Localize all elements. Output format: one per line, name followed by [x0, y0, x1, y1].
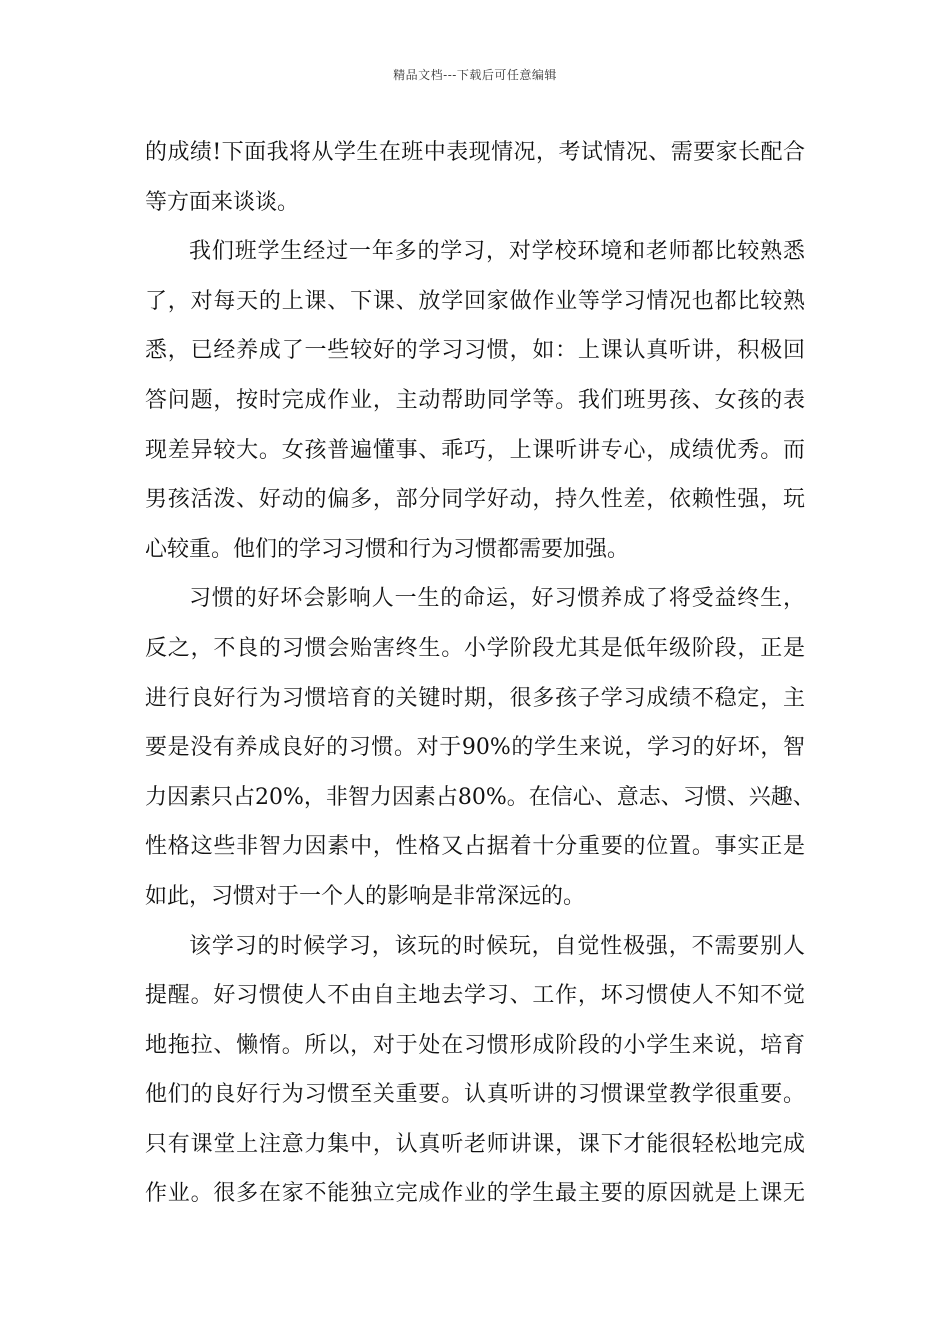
- paragraph: [145, 574, 815, 921]
- text-line: 悉，已经养成了一些较好的学习习惯，如：上课认真听讲，积极回: [145, 338, 805, 364]
- text-line: 答问题，按时完成作业，主动帮助同学等。我们班男孩、女孩的表: [145, 387, 805, 413]
- text-line: 提醒。好习惯使人不由自主地去学习、工作，坏习惯使人不知不觉: [145, 983, 805, 1009]
- text-line: 力因素只占20%，非智力因素占80%。在信心、意志、习惯、兴趣、: [145, 784, 815, 810]
- text-line: 地拖拉、懒惰。所以，对于处在习惯形成阶段的小学生来说，培育: [145, 1032, 805, 1058]
- text-line: 等方面来谈谈。: [145, 189, 300, 215]
- paragraph: [145, 922, 805, 1220]
- document-body: [145, 128, 815, 1219]
- text-line: 如此，习惯对于一个人的影响是非常深远的。: [145, 883, 586, 909]
- text-line: 现差异较大。女孩普遍懂事、乖巧，上课听讲专心，成绩优秀。而: [145, 437, 805, 463]
- text-line: 的成绩!下面我将从学生在班中表现情况，考试情况、需要家长配合: [145, 140, 805, 165]
- text-line: 习惯的好坏会影响人一生的命运，好习惯养成了将受益终生，: [189, 586, 805, 612]
- text-line: 性格这些非智力因素中，性格又占据着十分重要的位置。事实正是: [145, 834, 805, 860]
- paragraph: [145, 227, 805, 574]
- text-line: 他们的良好行为习惯至关重要。认真听讲的习惯课堂教学很重要。: [145, 1082, 805, 1108]
- text-line: 要是没有养成良好的习惯。对于90%的学生来说，学习的好坏，智: [145, 735, 805, 761]
- page-header: 精品文档---下载后可任意编辑: [393, 68, 557, 82]
- text-line: 我们班学生经过一年多的学习，对学校环境和老师都比较熟悉: [189, 239, 805, 265]
- text-line: 作业。很多在家不能独立完成作业的学生最主要的原因就是上课无: [145, 1181, 805, 1207]
- text-line: 心较重。他们的学习习惯和行为习惯都需要加强。: [145, 536, 630, 562]
- text-line: 只有课堂上注意力集中，认真听老师讲课，课下才能很轻松地完成: [145, 1131, 805, 1157]
- text-line: 了，对每天的上课、下课、放学回家做作业等学习情况也都比较熟: [145, 288, 805, 314]
- text-line: 进行良好行为习惯培育的关键时期，很多孩子学习成绩不稳定，主: [145, 685, 805, 711]
- text-line: 反之，不良的习惯会贻害终生。小学阶段尤其是低年级阶段，正是: [145, 635, 805, 661]
- paragraph: [145, 128, 805, 227]
- text-line: 男孩活泼、好动的偏多，部分同学好动，持久性差，依赖性强，玩: [145, 487, 805, 513]
- text-line: 该学习的时候学习，该玩的时候玩，自觉性极强，不需要别人: [189, 933, 805, 959]
